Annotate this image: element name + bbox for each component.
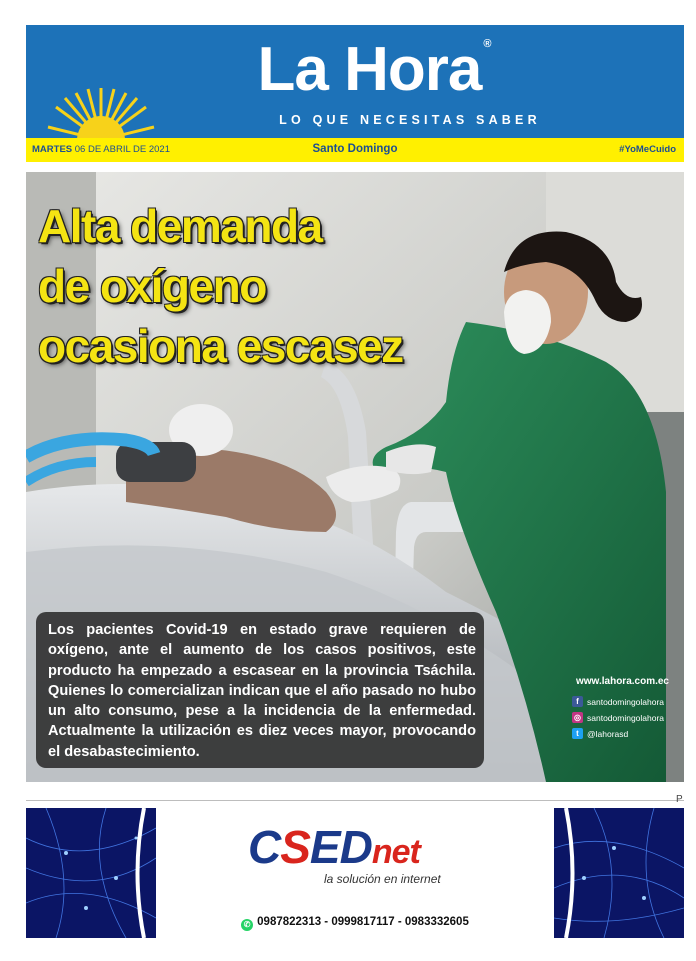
headline-line: de oxígeno <box>38 260 266 312</box>
twitter-handle: @lahorasd <box>587 728 629 739</box>
slogan: LO QUE NECESITAS SABER <box>279 113 541 127</box>
headline-line: ocasiona escasez <box>38 320 403 372</box>
story-body: Los pacientes Covid-19 en estado grave requieren de oxígeno, ante el aumento de los casos positivos, este producto ha empezado a escasear en la provincia Tsáchila. Quienes lo comercializan indican que el año pasado no hubo un alto consumo, pese a la incidencia de la enfermedad. Actualmente la utilización es diez veces mayor, provocando el desabastecimiento. <box>48 622 476 760</box>
edition-name: Santo Domingo <box>312 143 398 155</box>
brand-letter: S <box>280 821 310 873</box>
headline-line: Alta demanda <box>38 200 322 252</box>
brand-letter: C <box>248 821 281 873</box>
dateline-bar <box>26 138 684 162</box>
instagram-icon: ◎ <box>572 712 583 723</box>
whatsapp-icon: ✆ <box>241 919 253 931</box>
hashtag: #YoMeCuido <box>619 144 676 155</box>
twitter-icon: t <box>572 728 583 739</box>
facebook-icon: f <box>572 696 583 707</box>
instagram-link[interactable] <box>572 712 664 723</box>
headline <box>38 196 468 376</box>
brand-letter: E <box>309 821 340 873</box>
facebook-link[interactable] <box>572 696 664 707</box>
page-letter: P <box>676 794 683 805</box>
brand-suffix: net <box>371 833 420 871</box>
ad-phone-numbers[interactable]: 0987822313 - 0999817117 - 0983332605 <box>257 916 469 928</box>
story-summary-box <box>36 612 484 768</box>
brand-letter: D <box>339 821 372 873</box>
newspaper-logo <box>64 35 684 104</box>
issue-day: MARTES <box>32 144 73 155</box>
advertisement[interactable] <box>26 808 684 938</box>
ad-phones <box>26 916 684 931</box>
website-link[interactable]: www.lahora.com.ec <box>576 676 669 687</box>
ad-tagline: la solución en internet <box>324 872 441 886</box>
registered-mark: ® <box>483 38 491 50</box>
ad-brand-logo <box>248 820 420 874</box>
logo-text: La Hora <box>257 35 482 104</box>
instagram-handle: santodomingolahora <box>587 712 665 723</box>
twitter-link[interactable] <box>572 728 628 739</box>
masthead <box>26 25 684 138</box>
issue-date-text: 06 DE ABRIL DE 2021 <box>74 144 170 155</box>
divider-line <box>26 800 684 801</box>
facebook-handle: santodomingolahora <box>587 696 665 707</box>
